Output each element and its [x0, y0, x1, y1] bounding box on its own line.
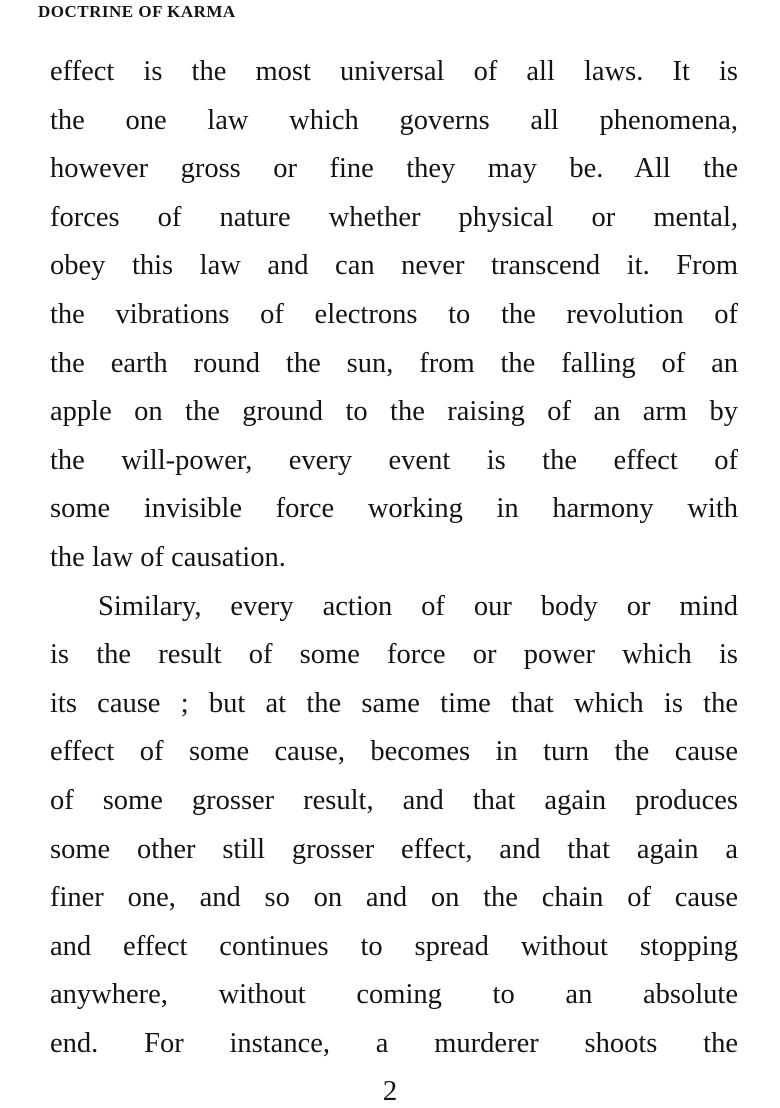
text-line: the law of causation.	[50, 541, 286, 573]
page-number: 2	[382, 1075, 398, 1107]
text-line: anywhere, without coming to an absolute	[50, 979, 738, 1011]
text-line: effect of some cause, becomes in turn the cause	[50, 736, 738, 768]
text-line: its cause ; but at the same time that which is the	[50, 687, 738, 719]
text-line: the one law which governs all phenomena,	[50, 104, 738, 136]
text-line: some other still grosser effect, and that again a	[50, 833, 738, 865]
text-line: effect is the most universal of all laws. It is	[50, 56, 738, 87]
text-line: obey this law and can never transcend it. From	[50, 250, 738, 282]
text-line: the will-power, every event is the effect of	[50, 444, 738, 476]
text-line: apple on the ground to the raising of an arm by	[50, 396, 738, 428]
body-text	[50, 48, 738, 1068]
running-head: DOCTRINE OF KARMA	[38, 2, 236, 21]
text-line: end. For instance, a murderer shoots the	[50, 1027, 738, 1059]
text-line: the vibrations of electrons to the revolution of	[50, 298, 738, 330]
text-line: finer one, and so on and on the chain of cause	[50, 882, 738, 914]
text-line: some invisible force working in harmony with	[50, 493, 738, 525]
text-line: forces of nature whether physical or mental,	[50, 201, 738, 233]
text-line: of some grosser result, and that again produces	[50, 784, 738, 816]
text-line: Similary, every action of our body or mind	[98, 590, 738, 622]
text-line: the earth round the sun, from the falling of an	[50, 347, 738, 379]
text-line: and effect continues to spread without stopping	[50, 930, 738, 962]
text-line: is the result of some force or power which is	[50, 639, 738, 671]
text-line: however gross or fine they may be. All the	[50, 153, 738, 185]
